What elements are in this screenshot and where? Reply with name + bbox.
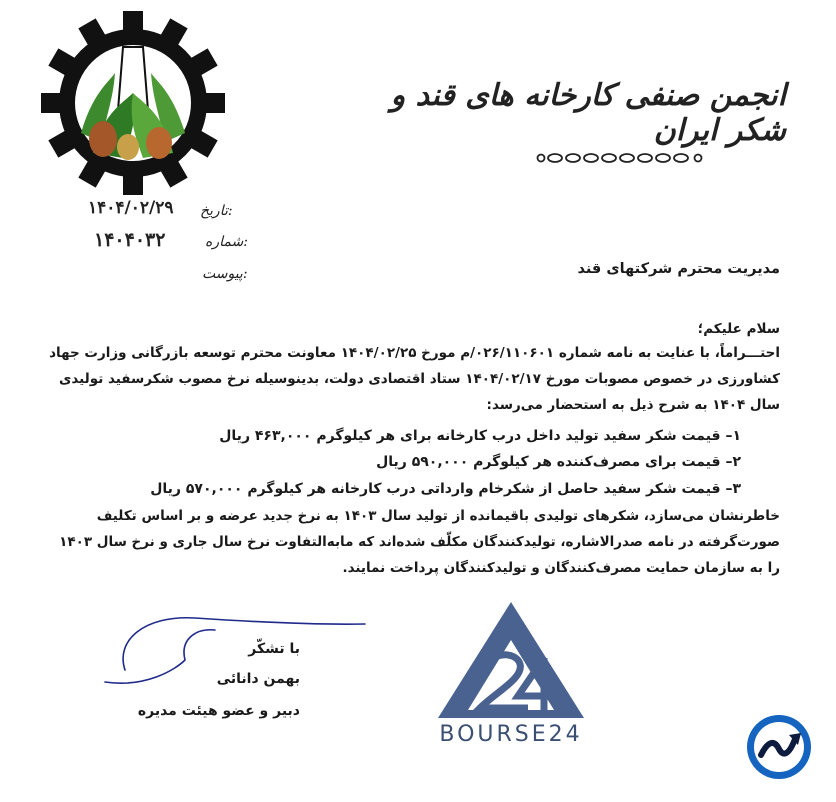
paragraph-2-line-3: را به سازمان حمایت مصرف‌کنندگان و تولیدکنندگان پرداخت نمایند. [342, 560, 780, 576]
bourse24-wordmark: BOURSE24 [439, 722, 583, 747]
bourse24-triangle-logo [436, 600, 586, 720]
organization-title: انجمن صنفی کارخانه های قند و شکر ایران [390, 78, 786, 148]
trend-arrow-badge-icon [745, 713, 813, 781]
price-item-2: ۲– قیمت برای مصرف‌کننده هر کیلوگرم ۵۹۰,۰۰۰ ریال [376, 454, 741, 470]
signatory-name: بهمن دانائی [216, 671, 300, 687]
attachment-label: پیوست: [202, 266, 248, 282]
paragraph-2-line-1: خاطرنشان می‌سازد، شکرهای تولیدی باقیمانده از تولید سال ۱۴۰۳ به نرخ جدید عرضه و بر اساس تکلیف [96, 508, 780, 524]
paragraph-1-line-3: سال ۱۴۰۴ به شرح ذیل به استحضار می‌رسد: [486, 397, 780, 413]
decorative-chain-divider [535, 150, 705, 166]
salutation: سلام علیکم؛ [697, 321, 780, 337]
paragraph-2-line-2: صورت‌گرفته در نامه صدرالاشاره، تولیدکنندگان مکلّف شده‌اند که مابه‌التفاوت نرخ سال جاری و نرخ سال ۱۴۰۳ [59, 534, 780, 550]
price-item-1: ۱– قیمت شکر سفید تولید داخل درب کارخانه برای هر کیلوگرم ۴۶۳,۰۰۰ ریال [219, 428, 741, 444]
price-item-3: ۳– قیمت شکر سفید حاصل از شکرخام وارداتی درب کارخانه هر کیلوگرم ۵۷۰,۰۰۰ ریال [150, 481, 741, 497]
recipient-line: مدیریت محترم شرکتهای قند [577, 261, 780, 277]
paragraph-1-line-1: احتـــراماً، با عنایت به نامه شماره ۰۲۶/۱۱۰۶۰۱/م مورخ ۱۴۰۴/۰۲/۲۵ معاونت محترم توسعه بازرگانی وزارت جهاد [49, 345, 780, 361]
date-value: ۱۴۰۴/۰۲/۲۹ [88, 198, 174, 218]
number-value: ۱۴۰۴۰۳۲ [94, 229, 166, 251]
paragraph-1-line-2: کشاورزی در خصوص مصوبات مورخ ۱۴۰۴/۰۲/۱۷ ستاد اقتصادی دولت، بدینوسیله نرخ مصوب شکرسفید تولیدی [59, 371, 780, 387]
signatory-title: دبیر و عضو هیئت مدیره [137, 703, 300, 719]
signature-thanks: با تشکّر [248, 641, 300, 657]
association-emblem-logo [38, 8, 228, 198]
date-label: تاریخ: [200, 203, 233, 219]
number-label: شماره: [205, 234, 248, 250]
